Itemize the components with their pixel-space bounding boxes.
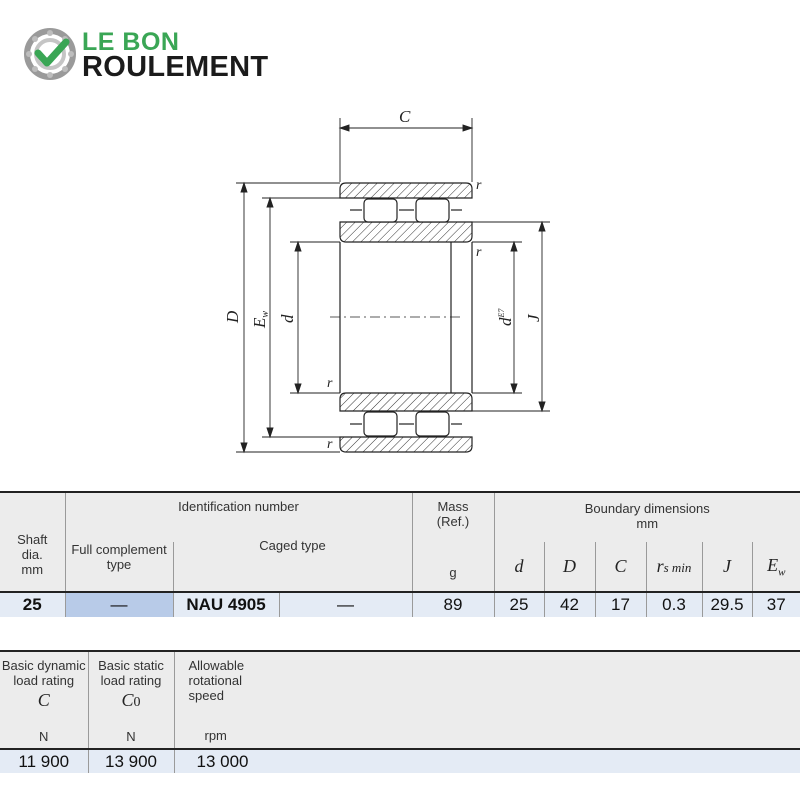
header-dyn-unit: N (39, 729, 49, 744)
label-d-e7: d (496, 317, 515, 326)
header-d: d (494, 542, 544, 592)
label-r-2: r (476, 245, 482, 260)
header-rs-sub: s min (663, 560, 692, 575)
cell-d: 25 (494, 592, 544, 617)
cell-J: 29.5 (702, 592, 752, 617)
logo-line-1: LE BON (82, 28, 180, 56)
header-ew-sub: w (778, 566, 786, 579)
bearing-drawing (0, 95, 800, 470)
header-mass-l2: (Ref.) (436, 514, 470, 529)
header-speed-l1: Allowable (188, 658, 245, 673)
header-mass-l1: Mass (437, 499, 469, 514)
header-mass-unit: g (449, 565, 457, 580)
header-stat-l1: Basic static (98, 658, 164, 673)
header-speed-unit: rpm (204, 728, 227, 743)
label-r-4: r (327, 437, 333, 452)
header-C: C (595, 542, 646, 592)
header-dyn-l1: Basic dynamic (1, 658, 86, 673)
logo-line-2: ROULEMENT (82, 51, 269, 83)
table-row (0, 592, 800, 617)
bearing-check-icon (24, 28, 76, 80)
header-fc-l1: Full complement (71, 542, 167, 557)
header-J: J (702, 542, 752, 592)
header-static-rating (88, 651, 174, 749)
header-boundary-l2: mm (636, 516, 659, 531)
cell-caged-alt: — (279, 592, 412, 617)
label-d-e7-sup: E7 (497, 308, 506, 318)
header-dynamic-rating (0, 651, 88, 749)
cell-rs: 0.3 (646, 592, 702, 617)
cell-mass: 89 (412, 592, 494, 617)
table-row (0, 749, 800, 773)
header-shaft (0, 492, 65, 592)
cell-Ew: 37 (752, 592, 800, 617)
label-c: C (399, 107, 411, 126)
header-speed-l2: rotational (188, 673, 242, 688)
header-rs (646, 542, 702, 592)
header-caged (173, 538, 412, 592)
header-identification: Identification number (65, 492, 412, 542)
header-caged-text: Caged type (259, 538, 326, 553)
label-r-3: r (327, 376, 333, 391)
header-Ew (752, 542, 800, 592)
cell-dynamic: 11 900 (18, 751, 70, 771)
cell-C: 17 (595, 592, 646, 617)
header-mass (412, 492, 494, 592)
cell-shaft: 25 (22, 595, 42, 614)
header-stat-unit: N (126, 729, 136, 744)
label-ew-sub: w (260, 310, 271, 318)
spec-table-dimensions (0, 491, 800, 617)
header-D: D (544, 542, 595, 592)
cell-D: 42 (544, 592, 595, 617)
header-dyn-l2: load rating (13, 673, 75, 688)
cell-full-complement: — (65, 592, 173, 617)
drawing-labels (0, 95, 800, 470)
label-j: J (524, 314, 543, 322)
svg-text:dE7 (496, 308, 515, 326)
label-d-bore: d (278, 314, 297, 323)
header-stat-sym: C (121, 690, 134, 710)
header-full-complement (65, 542, 173, 592)
header-ew-main: E (767, 554, 779, 575)
header-boundary (494, 492, 800, 542)
header-shaft-l2: dia. (21, 546, 43, 562)
header-shaft-l1: Shaft (17, 531, 48, 547)
header-rs-main: r (656, 556, 664, 576)
cell-static: 13 900 (88, 749, 174, 773)
brand-logo (24, 28, 304, 84)
header-dyn-sym: C (37, 690, 50, 710)
header-speed-l3: speed (188, 688, 224, 703)
header-boundary-l1: Boundary dimensions (584, 501, 710, 516)
cell-speed: 13 000 (174, 749, 800, 773)
cell-caged: NAU 4905 (173, 592, 279, 617)
label-ew: E (250, 317, 269, 328)
label-r-1: r (476, 178, 482, 193)
spec-table-ratings (0, 650, 800, 773)
svg-text:Ew (250, 311, 271, 329)
header-fc-l2: type (106, 557, 132, 572)
header-speed (174, 651, 800, 749)
header-shaft-l3: mm (21, 561, 44, 577)
label-d-outer: D (223, 310, 242, 323)
header-stat-sub: 0 (133, 695, 141, 710)
header-stat-l2: load rating (100, 673, 162, 688)
